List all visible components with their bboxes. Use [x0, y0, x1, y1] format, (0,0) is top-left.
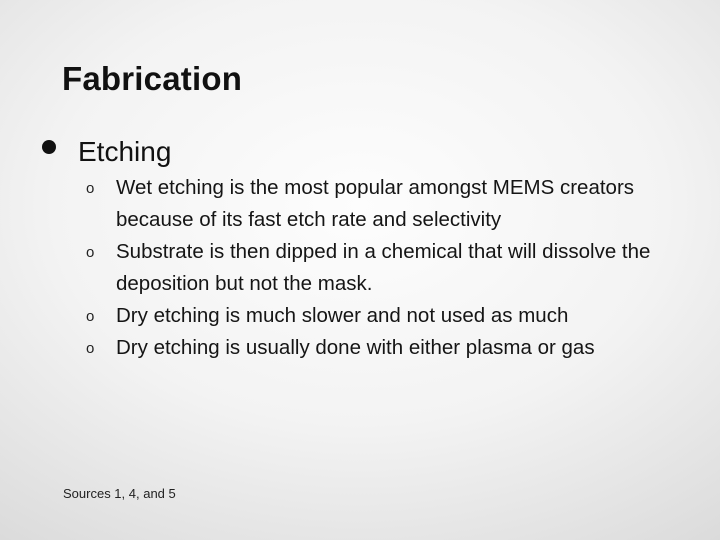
- hollow-bullet-icon: o: [86, 308, 95, 325]
- hollow-bullet-icon: o: [86, 180, 95, 197]
- main-bullet-text: Etching: [78, 136, 172, 167]
- sub-bullet-item: [86, 300, 706, 332]
- sub-bullet-text: Dry etching is much slower and not used as much: [116, 304, 569, 327]
- hollow-bullet-icon: o: [86, 340, 95, 357]
- slide-title: Fabrication: [62, 60, 243, 97]
- sub-bullet-item: [86, 332, 706, 364]
- bullet-dot-icon: [42, 140, 56, 154]
- sub-bullet-item: [86, 172, 706, 236]
- sub-bullet-text: Dry etching is usually done with either plasma or gas: [116, 336, 595, 359]
- sources-footnote: Sources 1, 4, and 5: [63, 486, 176, 501]
- hollow-bullet-icon: o: [86, 244, 95, 261]
- sub-bullet-item: [86, 236, 706, 300]
- sub-bullet-text: Substrate is then dipped in a chemical that will dissolve the deposition but not the mask.: [116, 240, 651, 295]
- sub-bullet-text: Wet etching is the most popular amongst MEMS creators because of its fast etch rate and selectivity: [116, 176, 635, 231]
- main-bullet-item: [42, 132, 171, 172]
- sub-bullet-list: [86, 172, 706, 364]
